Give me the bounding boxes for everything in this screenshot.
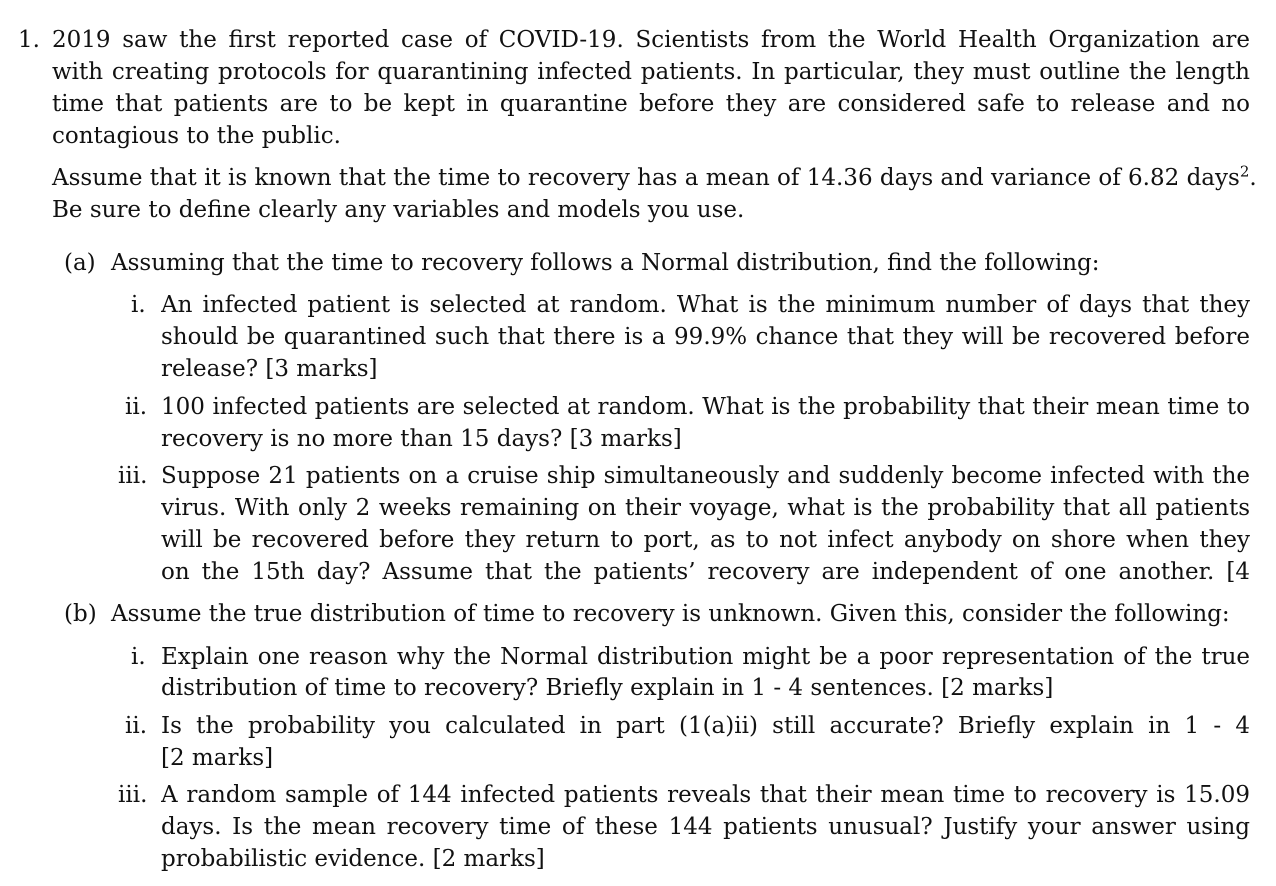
part-b-iii-line-2: days. Is the mean recovery time of these 144 patients unusual? Justify your answer using [161, 814, 1250, 840]
part-b-ii-line-1: Is the probability you calculated in part (1(a)ii) still accurate? Briefly explain in 1 - 4 [161, 713, 1250, 739]
assumption-line-1 [52, 164, 1257, 192]
part-a-i-label: i. [131, 292, 146, 318]
part-a-i-line-3: release? [3 marks] [161, 356, 378, 382]
variance-exponent: 2 [1239, 162, 1250, 181]
part-a-intro: Assuming that the time to recovery follows a Normal distribution, find the following: [111, 250, 1100, 276]
part-a-iii-line-3: will be recovered before they return to port, as to not infect anybody on shore when they [161, 527, 1250, 553]
part-b-intro: Assume the true distribution of time to recovery is unknown. Given this, consider the following: [111, 601, 1230, 627]
intro-line-1: 2019 saw the first reported case of COVID-19. Scientists from the World Health Organization are [52, 27, 1250, 53]
part-a-ii-label: ii. [125, 394, 148, 420]
part-a-label: (a) [64, 250, 96, 276]
part-b-iii-line-1: A random sample of 144 infected patients reveals that their mean time to recovery is 15.09 [161, 782, 1250, 808]
part-a-i-line-2: should be quarantined such that there is a 99.9% chance that they will be recovered before [161, 324, 1250, 350]
part-b-i-line-1: Explain one reason why the Normal distribution might be a poor representation of the true [161, 644, 1250, 670]
part-b-iii-label: iii. [118, 782, 148, 808]
part-a-ii-line-2: recovery is no more than 15 days? [3 marks] [161, 426, 682, 452]
part-b-iii-line-3: probabilistic evidence. [2 marks] [161, 846, 545, 872]
part-a-iii-line-2: virus. With only 2 weeks remaining on their voyage, what is the probability that all patients [161, 495, 1250, 521]
part-a-ii-line-1: 100 infected patients are selected at random. What is the probability that their mean time to [161, 394, 1250, 420]
assumption-text: Assume that it is known that the time to recovery has a mean of 14.36 days and variance of 6.82 days [52, 165, 1240, 191]
part-b-i-line-2: distribution of time to recovery? Briefly explain in 1 - 4 sentences. [2 marks] [161, 675, 1054, 701]
intro-line-2: with creating protocols for quarantining infected patients. In particular, they must outline the length [52, 59, 1250, 85]
assumption-period: . [1249, 165, 1257, 191]
intro-line-4: contagious to the public. [52, 123, 341, 149]
part-a-iii-label: iii. [118, 463, 148, 489]
question-number: 1. [18, 27, 40, 53]
part-b-ii-line-2: [2 marks] [161, 745, 274, 771]
assumption-line-2: Be sure to define clearly any variables and models you use. [52, 197, 745, 223]
intro-line-3: time that patients are to be kept in quarantine before they are considered safe to release and no [52, 91, 1250, 117]
part-a-iii-line-4: on the 15th day? Assume that the patients’ recovery are independent of one another. [4 [161, 559, 1250, 585]
part-b-i-label: i. [131, 644, 146, 670]
part-b-label: (b) [64, 601, 97, 627]
part-a-iii-line-1: Suppose 21 patients on a cruise ship simultaneously and suddenly become infected with the [161, 463, 1250, 489]
part-a-i-line-1: An infected patient is selected at random. What is the minimum number of days that they [161, 292, 1250, 318]
part-b-ii-label: ii. [125, 713, 148, 739]
